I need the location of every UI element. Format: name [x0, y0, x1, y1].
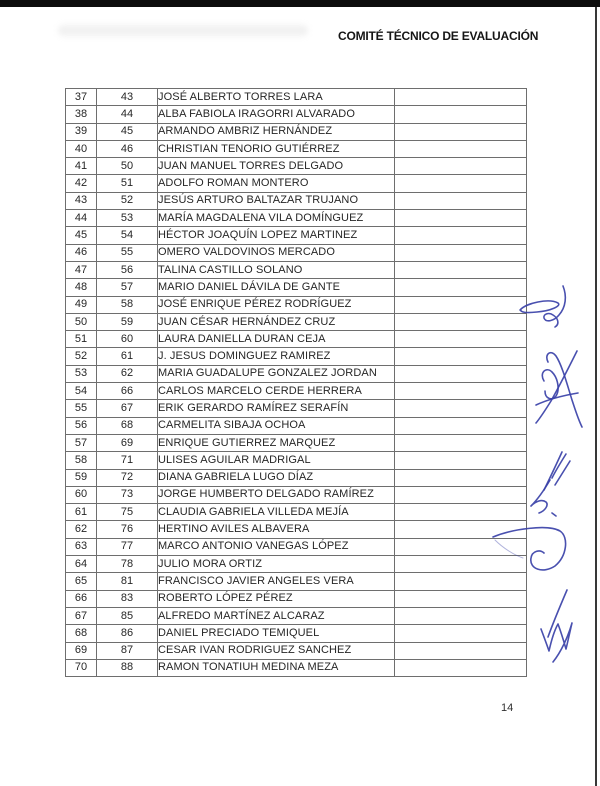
signature-space-cell [395, 538, 527, 555]
row-number-cell: 60 [66, 486, 97, 503]
table-row [66, 573, 527, 590]
candidate-name-cell: JUAN MANUEL TORRES DELGADO [158, 158, 395, 175]
candidate-name-cell: J. JESUS DOMINGUEZ RAMIREZ [158, 348, 395, 365]
candidate-name-cell: ALFREDO MARTÍNEZ ALCARAZ [158, 607, 395, 624]
signature-space-cell [395, 331, 527, 348]
signature-scribble-5 [541, 590, 572, 662]
row-number-cell: 65 [66, 573, 97, 590]
folio-number-cell: 51 [97, 175, 158, 192]
folio-number-cell: 56 [97, 261, 158, 278]
folio-number-cell: 71 [97, 452, 158, 469]
folio-number-cell: 58 [97, 296, 158, 313]
table-row [66, 538, 527, 555]
signature-space-cell [395, 486, 527, 503]
row-number-cell: 62 [66, 521, 97, 538]
candidate-name-cell: JORGE HUMBERTO DELGADO RAMÍREZ [158, 486, 395, 503]
row-number-cell: 61 [66, 504, 97, 521]
table-row [66, 210, 527, 227]
folio-number-cell: 83 [97, 590, 158, 607]
row-number-cell: 43 [66, 192, 97, 209]
row-number-cell: 44 [66, 210, 97, 227]
signature-space-cell [395, 89, 527, 106]
table-row [66, 313, 527, 330]
row-number-cell: 51 [66, 331, 97, 348]
table-row [66, 106, 527, 123]
candidate-name-cell: ROBERTO LÓPEZ PÉREZ [158, 590, 395, 607]
candidate-name-cell: MARIA GUADALUPE GONZALEZ JORDAN [158, 365, 395, 382]
row-number-cell: 55 [66, 400, 97, 417]
scan-top-edge-bar [0, 0, 600, 7]
table-row [66, 521, 527, 538]
signature-space-cell [395, 607, 527, 624]
table-row [66, 469, 527, 486]
folio-number-cell: 43 [97, 89, 158, 106]
row-number-cell: 42 [66, 175, 97, 192]
table-row [66, 659, 527, 676]
folio-number-cell: 50 [97, 158, 158, 175]
pen-stroke [531, 480, 556, 516]
signature-space-cell [395, 140, 527, 157]
roster-table-body [66, 89, 527, 677]
candidate-name-cell: ENRIQUE GUTIERREZ MARQUEZ [158, 434, 395, 451]
row-number-cell: 39 [66, 123, 97, 140]
row-number-cell: 46 [66, 244, 97, 261]
candidate-name-cell: MARÍA MAGDALENA VILA DOMÍNGUEZ [158, 210, 395, 227]
candidate-name-cell: HÉCTOR JOAQUÍN LOPEZ MARTINEZ [158, 227, 395, 244]
candidate-name-cell: TALINA CASTILLO SOLANO [158, 261, 395, 278]
row-number-cell: 58 [66, 452, 97, 469]
folio-number-cell: 72 [97, 469, 158, 486]
candidate-name-cell: HERTINO AVILES ALBAVERA [158, 521, 395, 538]
signature-space-cell [395, 469, 527, 486]
folio-number-cell: 44 [97, 106, 158, 123]
candidate-name-cell: DIANA GABRIELA LUGO DÍAZ [158, 469, 395, 486]
folio-number-cell: 85 [97, 607, 158, 624]
signature-space-cell [395, 106, 527, 123]
table-row [66, 140, 527, 157]
folio-number-cell: 59 [97, 313, 158, 330]
signature-scribble-3 [531, 452, 570, 516]
pen-stroke [536, 393, 578, 405]
signature-space-cell [395, 348, 527, 365]
candidate-name-cell: CHRISTIAN TENORIO GUTIÉRREZ [158, 140, 395, 157]
candidate-name-cell: JESÚS ARTURO BALTAZAR TRUJANO [158, 192, 395, 209]
signature-space-cell [395, 434, 527, 451]
signature-space-cell [395, 227, 527, 244]
signature-space-cell [395, 573, 527, 590]
signature-space-cell [395, 261, 527, 278]
candidate-name-cell: ADOLFO ROMAN MONTERO [158, 175, 395, 192]
table-row [66, 642, 527, 659]
table-row [66, 279, 527, 296]
row-number-cell: 66 [66, 590, 97, 607]
table-row [66, 486, 527, 503]
pen-stroke [544, 286, 565, 327]
page-header-title: COMITÉ TÉCNICO DE EVALUACIÓN [338, 29, 539, 43]
row-number-cell: 45 [66, 227, 97, 244]
folio-number-cell: 78 [97, 556, 158, 573]
table-row [66, 261, 527, 278]
pen-stroke [544, 452, 562, 490]
signature-space-cell [395, 123, 527, 140]
candidate-name-cell: FRANCISCO JAVIER ANGELES VERA [158, 573, 395, 590]
signature-space-cell [395, 556, 527, 573]
candidate-name-cell: CESAR IVAN RODRIGUEZ SANCHEZ [158, 642, 395, 659]
candidate-name-cell: ERIK GERARDO RAMÍREZ SERAFÍN [158, 400, 395, 417]
evaluation-roster-table [65, 88, 527, 677]
folio-number-cell: 52 [97, 192, 158, 209]
candidate-name-cell: LAURA DANIELLA DURAN CEJA [158, 331, 395, 348]
ink-bleedthrough-smudge [58, 25, 308, 36]
signature-space-cell [395, 504, 527, 521]
row-number-cell: 67 [66, 607, 97, 624]
row-number-cell: 59 [66, 469, 97, 486]
row-number-cell: 41 [66, 158, 97, 175]
candidate-name-cell: RAMON TONATIUH MEDINA MEZA [158, 659, 395, 676]
folio-number-cell: 75 [97, 504, 158, 521]
row-number-cell: 47 [66, 261, 97, 278]
row-number-cell: 56 [66, 417, 97, 434]
table-row [66, 296, 527, 313]
row-number-cell: 38 [66, 106, 97, 123]
table-row [66, 607, 527, 624]
candidate-name-cell: CARMELITA SIBAJA OCHOA [158, 417, 395, 434]
folio-number-cell: 68 [97, 417, 158, 434]
row-number-cell: 57 [66, 434, 97, 451]
table-row [66, 89, 527, 106]
signature-space-cell [395, 452, 527, 469]
table-row [66, 192, 527, 209]
folio-number-cell: 66 [97, 383, 158, 400]
row-number-cell: 63 [66, 538, 97, 555]
row-number-cell: 64 [66, 556, 97, 573]
candidate-name-cell: MARCO ANTONIO VANEGAS LÓPEZ [158, 538, 395, 555]
row-number-cell: 69 [66, 642, 97, 659]
folio-number-cell: 60 [97, 331, 158, 348]
signature-space-cell [395, 625, 527, 642]
table-row [66, 400, 527, 417]
pen-stroke [536, 351, 577, 423]
signature-space-cell [395, 642, 527, 659]
pen-stroke [552, 454, 566, 478]
signature-scribble-2 [536, 351, 582, 427]
candidate-name-cell: ARMANDO AMBRIZ HERNÁNDEZ [158, 123, 395, 140]
candidate-name-cell: ALBA FABIOLA IRAGORRI ALVARADO [158, 106, 395, 123]
candidate-name-cell: DANIEL PRECIADO TEMIQUEL [158, 625, 395, 642]
row-number-cell: 68 [66, 625, 97, 642]
signature-space-cell [395, 210, 527, 227]
folio-number-cell: 46 [97, 140, 158, 157]
candidate-name-cell: MARIO DANIEL DÁVILA DE GANTE [158, 279, 395, 296]
row-number-cell: 53 [66, 365, 97, 382]
signature-space-cell [395, 158, 527, 175]
table-row [66, 556, 527, 573]
candidate-name-cell: ULISES AGUILAR MADRIGAL [158, 452, 395, 469]
folio-number-cell: 87 [97, 642, 158, 659]
table-row [66, 175, 527, 192]
folio-number-cell: 81 [97, 573, 158, 590]
table-row [66, 417, 527, 434]
table-row [66, 348, 527, 365]
row-number-cell: 70 [66, 659, 97, 676]
row-number-cell: 48 [66, 279, 97, 296]
folio-number-cell: 53 [97, 210, 158, 227]
row-number-cell: 52 [66, 348, 97, 365]
pen-stroke [542, 370, 558, 399]
table-row [66, 244, 527, 261]
table-row [66, 625, 527, 642]
folio-number-cell: 57 [97, 279, 158, 296]
row-number-cell: 49 [66, 296, 97, 313]
table-row [66, 331, 527, 348]
folio-number-cell: 61 [97, 348, 158, 365]
table-row [66, 504, 527, 521]
signature-space-cell [395, 400, 527, 417]
row-number-cell: 50 [66, 313, 97, 330]
candidate-name-cell: JOSÉ ALBERTO TORRES LARA [158, 89, 395, 106]
candidate-name-cell: CARLOS MARCELO CERDE HERRERA [158, 383, 395, 400]
folio-number-cell: 67 [97, 400, 158, 417]
candidate-name-cell: JULIO MORA ORTIZ [158, 556, 395, 573]
row-number-cell: 40 [66, 140, 97, 157]
signature-space-cell [395, 296, 527, 313]
table-row [66, 123, 527, 140]
signature-space-cell [395, 417, 527, 434]
signature-space-cell [395, 521, 527, 538]
pen-stroke [555, 461, 570, 485]
signature-space-cell [395, 659, 527, 676]
signature-space-cell [395, 175, 527, 192]
folio-number-cell: 88 [97, 659, 158, 676]
folio-number-cell: 76 [97, 521, 158, 538]
table-row [66, 383, 527, 400]
table-row [66, 434, 527, 451]
table-row [66, 452, 527, 469]
row-number-cell: 54 [66, 383, 97, 400]
table-row [66, 365, 527, 382]
table-row [66, 227, 527, 244]
candidate-name-cell: OMERO VALDOVINOS MERCADO [158, 244, 395, 261]
candidate-name-cell: JUAN CÉSAR HERNÁNDEZ CRUZ [158, 313, 395, 330]
signature-space-cell [395, 313, 527, 330]
folio-number-cell: 45 [97, 123, 158, 140]
signature-space-cell [395, 279, 527, 296]
folio-number-cell: 86 [97, 625, 158, 642]
folio-number-cell: 55 [97, 244, 158, 261]
pen-stroke [541, 623, 572, 662]
table-row [66, 158, 527, 175]
table-row [66, 590, 527, 607]
folio-number-cell: 77 [97, 538, 158, 555]
candidate-name-cell: CLAUDIA GABRIELA VILLEDA MEJÍA [158, 504, 395, 521]
folio-number-cell: 73 [97, 486, 158, 503]
pen-stroke [548, 590, 567, 637]
signature-space-cell [395, 244, 527, 261]
page-number: 14 [501, 702, 514, 714]
signature-space-cell [395, 590, 527, 607]
signature-space-cell [395, 383, 527, 400]
signature-space-cell [395, 192, 527, 209]
signature-space-cell [395, 365, 527, 382]
folio-number-cell: 69 [97, 434, 158, 451]
pen-stroke [547, 353, 582, 427]
candidate-name-cell: JOSÉ ENRIQUE PÉREZ RODRÍGUEZ [158, 296, 395, 313]
folio-number-cell: 62 [97, 365, 158, 382]
scan-right-edge-line [595, 7, 597, 786]
row-number-cell: 37 [66, 89, 97, 106]
folio-number-cell: 54 [97, 227, 158, 244]
